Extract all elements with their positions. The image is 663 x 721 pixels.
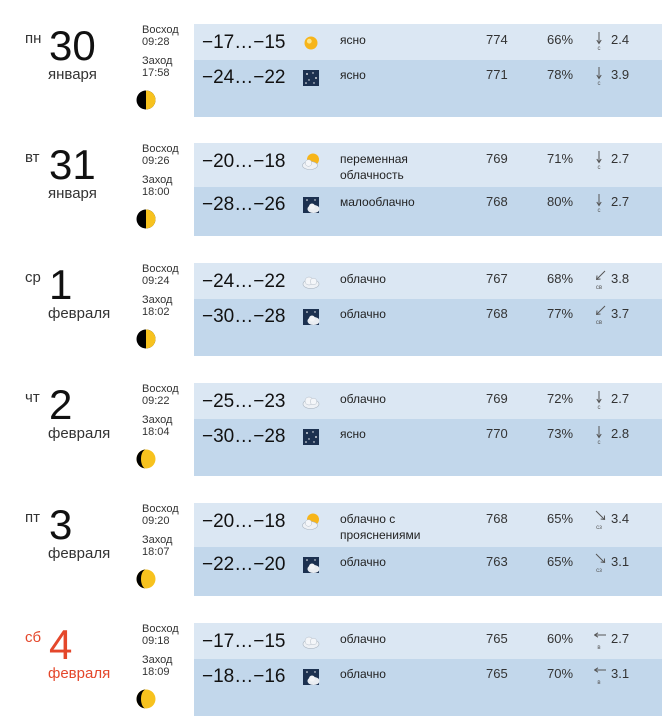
- sunrise-block: [142, 24, 179, 48]
- sunset-label: Заход: [142, 294, 173, 306]
- partly-cloudy-icon: [301, 512, 321, 532]
- sunrise-label: Восход: [142, 383, 179, 395]
- sunset-block: [142, 414, 179, 438]
- day-of-week: пт: [25, 509, 40, 526]
- temperature: −30…−28: [202, 306, 286, 327]
- sun-times: [142, 503, 179, 565]
- day-forecast-row: [194, 24, 662, 60]
- day-of-week: чт: [25, 389, 40, 406]
- sunrise-block: [142, 383, 179, 407]
- wind-speed: 3.7: [611, 306, 630, 321]
- sunset-block: [142, 534, 179, 558]
- moon-phase-icon: [136, 329, 156, 349]
- temperature: −17…−15: [202, 32, 286, 53]
- temperature: −18…−16: [202, 666, 286, 687]
- sunset-block: [142, 654, 179, 678]
- moon-phase-icon: [136, 449, 156, 469]
- weather-description: облачно: [340, 667, 386, 681]
- wind-direction-label: с: [597, 440, 601, 445]
- sunset-time: 18:02: [142, 306, 170, 318]
- weather-description: облачно: [340, 555, 386, 569]
- wind-speed: 2.7: [611, 391, 630, 406]
- sunset-label: Заход: [142, 174, 173, 186]
- forecast-panel: [194, 623, 662, 716]
- night-cloudy-icon: [301, 555, 321, 575]
- day-number: 3: [49, 501, 73, 548]
- day-number: 1: [49, 261, 73, 308]
- humidity-value: 65%: [547, 511, 574, 526]
- sunrise-block: [142, 623, 179, 647]
- sunrise-time: 09:18: [142, 635, 170, 647]
- night-forecast-row: [194, 547, 662, 596]
- humidity-value: 80%: [547, 194, 574, 209]
- wind-direction-icon: [594, 193, 608, 213]
- pressure-value: 767: [486, 271, 508, 286]
- weather-description: ясно: [340, 427, 366, 441]
- pressure-value: 765: [486, 631, 508, 646]
- sunset-time: 18:00: [142, 186, 170, 198]
- month-name: февраля: [48, 425, 111, 442]
- wind-speed: 2.7: [611, 194, 630, 209]
- night-forecast-row: [194, 419, 662, 476]
- wind-direction-icon: [594, 150, 608, 170]
- weather-description: малооблачно: [340, 195, 415, 209]
- weather-description: облачно: [340, 272, 386, 286]
- weather-description: ясно: [340, 33, 366, 47]
- sunset-time: 18:04: [142, 426, 170, 438]
- wind-speed: 3.1: [611, 554, 630, 569]
- sunset-block: [142, 55, 179, 79]
- moon-phase-icon: [136, 689, 156, 709]
- wind-speed: 2.7: [611, 151, 630, 166]
- humidity-value: 70%: [547, 666, 574, 681]
- temperature: −24…−22: [202, 67, 286, 88]
- wind-direction-icon: [594, 66, 608, 86]
- day-number: 30: [49, 22, 96, 69]
- sunrise-label: Восход: [142, 503, 179, 515]
- sunset-time: 18:07: [142, 546, 170, 558]
- month-name: января: [48, 185, 97, 202]
- humidity-value: 78%: [547, 67, 574, 82]
- wind-direction-label: сз: [596, 568, 602, 573]
- wind-speed: 3.8: [611, 271, 630, 286]
- wind-direction-icon: [594, 553, 608, 573]
- pressure-value: 765: [486, 666, 508, 681]
- sun-times: [142, 263, 179, 325]
- wind-direction-label: с: [597, 81, 601, 86]
- wind-direction-icon: [594, 270, 608, 290]
- sunrise-time: 09:22: [142, 395, 170, 407]
- weather-description: ясно: [340, 68, 366, 82]
- wind-direction-label: в: [597, 680, 601, 685]
- temperature: −24…−22: [202, 271, 286, 292]
- wind-speed: 3.1: [611, 666, 630, 681]
- sun-times: [142, 24, 179, 86]
- temperature: −22…−20: [202, 554, 286, 575]
- wind-direction-icon: [594, 510, 608, 530]
- moon-phase-icon: [136, 90, 156, 110]
- weather-description: облачно с прояснениями: [340, 512, 421, 542]
- humidity-value: 77%: [547, 306, 574, 321]
- day-number: 31: [49, 141, 96, 188]
- humidity-value: 73%: [547, 426, 574, 441]
- wind-direction-label: с: [597, 208, 601, 213]
- wind-direction-icon: [594, 630, 608, 650]
- weather-description: облачно: [340, 632, 386, 646]
- sunset-label: Заход: [142, 414, 173, 426]
- cloud-icon: [301, 392, 321, 412]
- temperature: −30…−28: [202, 426, 286, 447]
- humidity-value: 72%: [547, 391, 574, 406]
- sunset-block: [142, 294, 179, 318]
- temperature: −20…−18: [202, 151, 286, 172]
- night-clear-icon: [301, 427, 321, 447]
- day-block: [0, 383, 663, 478]
- night-forecast-row: [194, 187, 662, 236]
- day-block: [0, 263, 663, 358]
- sunset-label: Заход: [142, 55, 173, 67]
- pressure-value: 769: [486, 391, 508, 406]
- day-forecast-row: [194, 263, 662, 299]
- forecast-panel: [194, 263, 662, 356]
- weather-description: облачно: [340, 392, 386, 406]
- wind-direction-icon: [594, 305, 608, 325]
- pressure-value: 771: [486, 67, 508, 82]
- partly-cloudy-icon: [301, 152, 321, 172]
- sun-icon: [301, 33, 321, 53]
- sunrise-time: 09:28: [142, 36, 170, 48]
- sunrise-block: [142, 503, 179, 527]
- sunrise-block: [142, 263, 179, 287]
- sun-times: [142, 623, 179, 685]
- sunrise-label: Восход: [142, 263, 179, 275]
- day-block: [0, 24, 663, 119]
- wind-speed: 2.4: [611, 32, 630, 47]
- month-name: февраля: [48, 665, 111, 682]
- day-forecast-row: [194, 623, 662, 659]
- pressure-value: 768: [486, 306, 508, 321]
- forecast-panel: [194, 143, 662, 236]
- day-of-week: ср: [25, 269, 41, 286]
- wind-direction-label: с: [597, 46, 601, 51]
- sunrise-label: Восход: [142, 623, 179, 635]
- wind-direction-label: св: [595, 285, 603, 290]
- sunset-block: [142, 174, 179, 198]
- night-clear-icon: [301, 68, 321, 88]
- sunrise-time: 09:26: [142, 155, 170, 167]
- humidity-value: 60%: [547, 631, 574, 646]
- sunrise-time: 09:24: [142, 275, 170, 287]
- sunset-label: Заход: [142, 654, 173, 666]
- weather-description: облачно: [340, 307, 386, 321]
- pressure-value: 763: [486, 554, 508, 569]
- night-cloudy-icon: [301, 195, 321, 215]
- temperature: −28…−26: [202, 194, 286, 215]
- sunrise-block: [142, 143, 179, 167]
- sun-times: [142, 143, 179, 205]
- day-number: 2: [49, 381, 73, 428]
- day-of-week: сб: [25, 629, 42, 646]
- month-name: февраля: [48, 305, 111, 322]
- month-name: января: [48, 66, 97, 83]
- humidity-value: 68%: [547, 271, 574, 286]
- night-cloudy-icon: [301, 307, 321, 327]
- day-forecast-row: [194, 383, 662, 419]
- weather-description: переменная облачность: [340, 152, 408, 182]
- pressure-value: 769: [486, 151, 508, 166]
- sunrise-label: Восход: [142, 143, 179, 155]
- wind-direction-icon: [594, 31, 608, 51]
- night-cloudy-icon: [301, 667, 321, 687]
- sunset-time: 17:58: [142, 67, 170, 79]
- wind-direction-label: с: [597, 405, 601, 410]
- wind-direction-icon: [594, 665, 608, 685]
- pressure-value: 768: [486, 511, 508, 526]
- forecast-panel: [194, 503, 662, 596]
- temperature: −20…−18: [202, 511, 286, 532]
- moon-phase-icon: [136, 209, 156, 229]
- humidity-value: 65%: [547, 554, 574, 569]
- pressure-value: 768: [486, 194, 508, 209]
- day-block: [0, 623, 663, 718]
- day-block: [0, 143, 663, 238]
- wind-direction-label: сз: [596, 525, 602, 530]
- day-of-week: вт: [25, 149, 40, 166]
- pressure-value: 774: [486, 32, 508, 47]
- forecast-panel: [194, 24, 662, 117]
- sun-times: [142, 383, 179, 445]
- day-forecast-row: [194, 503, 662, 547]
- pressure-value: 770: [486, 426, 508, 441]
- sunset-label: Заход: [142, 534, 173, 546]
- humidity-value: 66%: [547, 32, 574, 47]
- day-block: [0, 503, 663, 598]
- sunset-time: 18:09: [142, 666, 170, 678]
- sunrise-label: Восход: [142, 24, 179, 36]
- wind-speed: 2.8: [611, 426, 630, 441]
- night-forecast-row: [194, 60, 662, 117]
- cloud-icon: [301, 272, 321, 292]
- wind-direction-label: с: [597, 165, 601, 170]
- month-name: февраля: [48, 545, 111, 562]
- wind-speed: 2.7: [611, 631, 630, 646]
- night-forecast-row: [194, 299, 662, 356]
- forecast-panel: [194, 383, 662, 476]
- cloud-icon: [301, 632, 321, 652]
- day-number: 4: [49, 621, 73, 668]
- wind-speed: 3.9: [611, 67, 630, 82]
- moon-phase-icon: [136, 569, 156, 589]
- day-of-week: пн: [25, 30, 42, 47]
- wind-direction-icon: [594, 425, 608, 445]
- humidity-value: 71%: [547, 151, 574, 166]
- wind-speed: 3.4: [611, 511, 630, 526]
- wind-direction-icon: [594, 390, 608, 410]
- sunrise-time: 09:20: [142, 515, 170, 527]
- night-forecast-row: [194, 659, 662, 716]
- temperature: −25…−23: [202, 391, 286, 412]
- wind-direction-label: св: [595, 320, 603, 325]
- temperature: −17…−15: [202, 631, 286, 652]
- wind-direction-label: в: [597, 645, 601, 650]
- day-forecast-row: [194, 143, 662, 187]
